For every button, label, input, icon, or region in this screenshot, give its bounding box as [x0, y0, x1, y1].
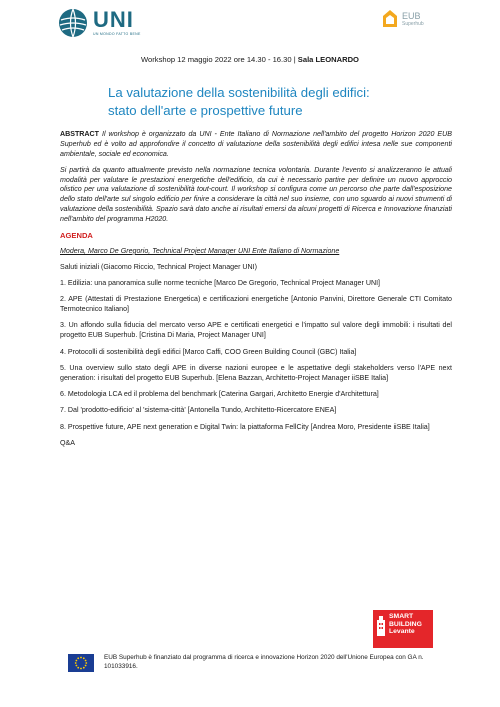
title-line-1: La valutazione della sostenibilità degli edifici:: [108, 85, 370, 100]
page-title: [108, 84, 448, 120]
title-line-2: stato dell'arte e prospettive future: [108, 103, 303, 118]
agenda-item-4: 4. Protocolli di sostenibilità degli edifici [Marco Caffi, COO Green Building Council (GBC) Italia]: [60, 347, 357, 356]
agenda-item-6: 6. Metodologia LCA ed il problema del benchmark [Caterina Gargari, Architetto Energie d'Architettura]: [60, 389, 379, 398]
eub-subtitle: Superhub: [402, 21, 424, 27]
eu-flag-icon: [68, 654, 94, 672]
event-line: [0, 55, 500, 64]
smart-building-logo: [373, 610, 433, 648]
event-room: Sala LEONARDO: [297, 55, 359, 64]
agenda-item-7: 7. Dal 'prodotto-edificio' al 'sistema-città' [Antonella Tundo, Architetto-Ricercatore ENEA]: [60, 406, 337, 415]
abstract-label: ABSTRACT: [60, 130, 100, 138]
uni-tagline: UN MONDO FATTO BENE: [93, 32, 141, 36]
eub-logo: [382, 8, 424, 28]
event-date-time: Workshop 12 maggio 2022 ore 14.30 - 16.30 |: [141, 55, 298, 64]
abstract-text-1: Il workshop è organizzato da UNI - Ente Italiano di Normazione nell'ambito del progetto Horizon 2020 EUB Superhub ed è volto ad approfondire il concetto di valutazione della sostenibilità degli edifici intesa nelle sue componenti ambientale, sociale ed economica.: [60, 130, 452, 158]
globe-icon: [58, 8, 88, 38]
sponsor-line-1: SMART: [389, 613, 414, 620]
agenda-heading: AGENDA: [60, 231, 93, 241]
building-icon: [376, 616, 386, 636]
agenda-greeting: Saluti iniziali (Giacomo Riccio, Technical Project Manager UNI): [60, 262, 257, 271]
agenda-moderator: Modera, Marco De Gregorio, Technical Project Manager UNI Ente Italiano di Normazione: [60, 246, 340, 255]
agenda-item-2: 2. APE (Attestati di Prestazione Energetica) e certificazioni energetiche [Antonio Panvini, Direttore Generale CTI Comitato Termotecnico Italiano]: [60, 295, 452, 314]
uni-name: UNI: [93, 7, 134, 32]
footer: [68, 654, 448, 672]
agenda-item-8: 8. Prospettive future, APE next generation e Digital Twin: la piattaforma FellCity [Andrea Moro, Presidente iiSBE Italia]: [60, 422, 430, 431]
agenda-qa: Q&A: [60, 438, 75, 447]
abstract-paragraph-1: [60, 130, 452, 159]
document-body: [60, 130, 452, 455]
agenda-item-1: 1. Edilizia: una panoramica sulle norme tecniche [Marco De Gregorio, Technical Project Manager UNI]: [60, 279, 381, 288]
footer-funding-text: EUB Superhub è finanziato dal programma di ricerca e innovazione Horizon 2020 dell'Unione Europea con GA n. 101033916.: [104, 654, 424, 670]
house-icon: [382, 8, 398, 28]
agenda-item-3: 3. Un affondo sulla fiducia del mercato verso APE e certificati energetici e l'impatto sul valore degli immobili: i risultati del progetto EUB Superhub. [Cristina Di Maria, Project Manager UNI]: [60, 321, 452, 340]
eub-name: EUB: [402, 11, 421, 21]
agenda-item-5: 5. Una overview sullo stato degli APE in diverse nazioni europee e le aspettative degli stakeholders verso l'APE next generation: i risultati del progetto EUB Superhub. [Elena Bazzan, Architetto-Project Manager iiSBE Italia]: [60, 363, 452, 382]
sponsor-line-2: BUILDING: [389, 620, 422, 628]
abstract-paragraph-2: Si partirà da quanto attualmente previsto nella normazione tecnica volontaria. Durante l'evento si analizzeranno le attuali modalità per valutare le prestazioni energetiche dell'edificio, da cui è necessario partire per definire un nuovo approccio olistico per una valutazione di sostenibilità tout-court. Il workshop si configura come un percorso che parte dall'esposizione dello stato dell'arte sul singolo edificio per finire a considerare la città nel suo insieme, con uno sguardo ai nuovi strumenti di valutazione della sostenibilità. Spazio sarà dato anche ai risultati emersi da alcuni progetti di Ricerca e Innovazione finanziati nell'ambito del programma H2020.: [60, 165, 452, 223]
uni-logo: [58, 8, 141, 38]
sponsor-line-3: Levante: [389, 628, 415, 635]
header: [0, 0, 500, 50]
